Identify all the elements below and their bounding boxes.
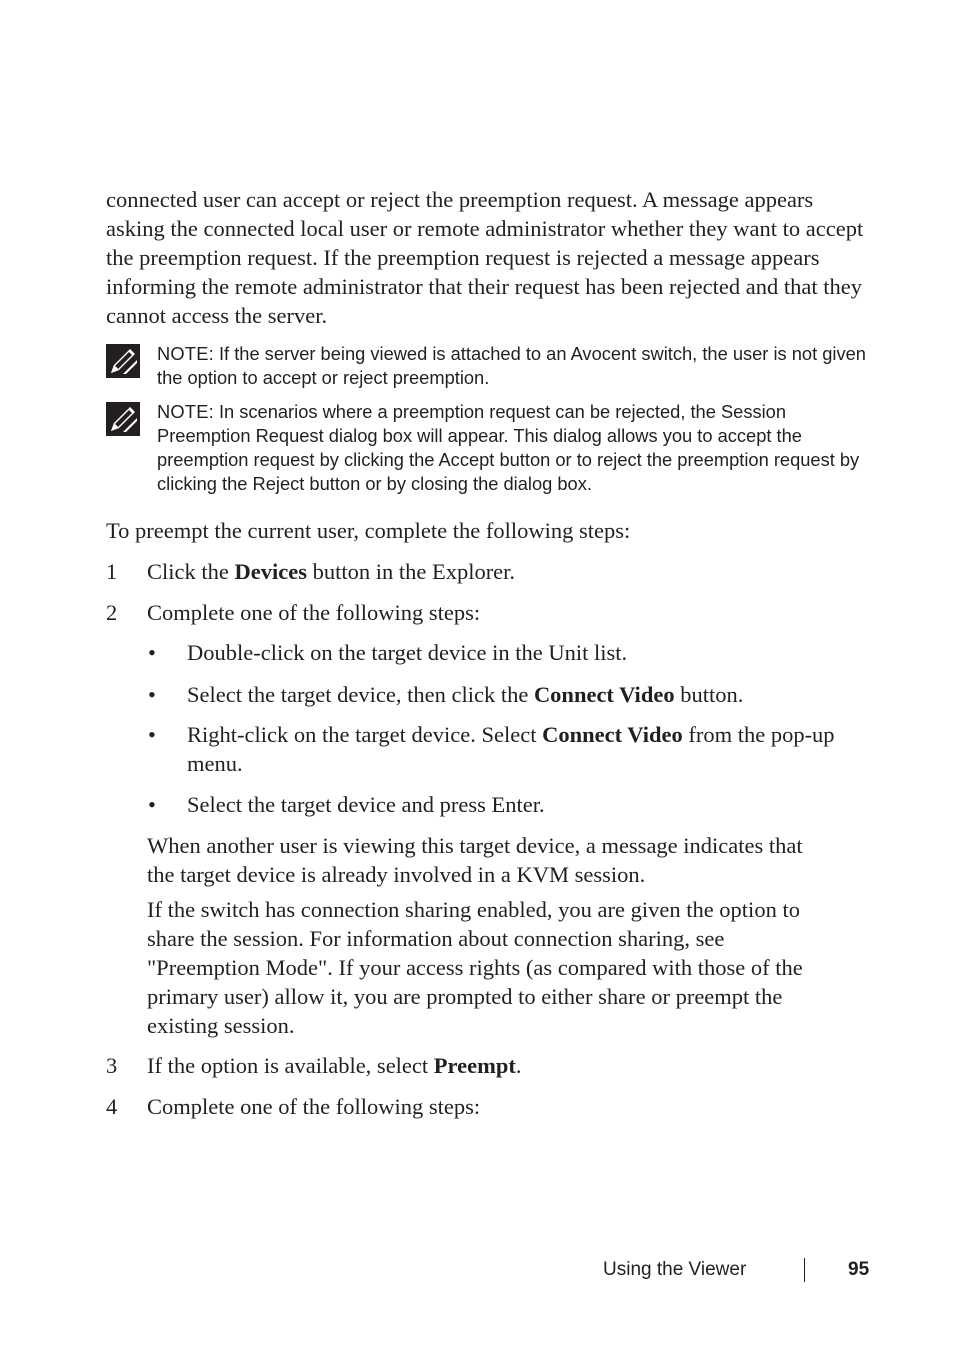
footer-section-title: Using the Viewer bbox=[603, 1259, 747, 1280]
step-number: 4 bbox=[106, 1094, 118, 1119]
bullet-text-part: Select the target device, then click the bbox=[187, 682, 534, 707]
intro-paragraph: connected user can accept or reject the preemption request. A message appears asking the connected local user or remote administrator whether they want to accept the preemption request. If the preemption request is rejected a message appears informing the remote administrator that their request has been rejected and that they cannot access the server. bbox=[106, 187, 864, 328]
note-label: NOTE: bbox=[157, 343, 214, 364]
note-body: In scenarios where a preemption request can be rejected, the Session Preemption Request dialog box will appear. This dialog allows you to accept the preemption request by clicking the Accept button or to reject the preemption request by clicking the Reject button or by closing the dialog box. bbox=[157, 401, 860, 494]
step-text-part: button in the Explorer. bbox=[306, 559, 516, 584]
step-text-bold: Preempt bbox=[433, 1053, 516, 1078]
step-text-part: If the option is available, select bbox=[147, 1053, 434, 1078]
step-text-part: . bbox=[515, 1053, 522, 1078]
bullet-text bbox=[187, 680, 877, 709]
step-number: 1 bbox=[106, 559, 118, 584]
bullet-symbol: • bbox=[148, 682, 156, 707]
note-pencil-icon bbox=[106, 402, 140, 436]
note-1 bbox=[106, 342, 876, 390]
step-number: 2 bbox=[106, 600, 118, 625]
step-text bbox=[147, 557, 515, 586]
steps-intro: To preempt the current user, complete the following steps: bbox=[106, 518, 631, 543]
footer-divider bbox=[804, 1258, 805, 1282]
bullet-text-bold: Connect Video bbox=[542, 722, 683, 747]
bullet-text-bold: Connect Video bbox=[533, 682, 675, 707]
step-text bbox=[147, 1051, 521, 1080]
page-number: 95 bbox=[848, 1259, 870, 1280]
note-text bbox=[157, 342, 876, 390]
bullet-text bbox=[187, 720, 877, 778]
bullet-text-part: Right-click on the target device. Select bbox=[187, 722, 543, 747]
step-text-bold: Devices bbox=[234, 559, 307, 584]
bullet-text bbox=[187, 790, 877, 819]
bullet-text-part: button. bbox=[674, 682, 744, 707]
bullet-symbol: • bbox=[148, 722, 156, 747]
bullet-symbol: • bbox=[148, 640, 156, 665]
step-text: Complete one of the following steps: bbox=[147, 1094, 481, 1119]
step-2-paragraph-1: When another user is viewing this target device, a message indicates that the target device is already involved in a KVM session. bbox=[147, 833, 803, 887]
note-label: NOTE: bbox=[157, 401, 214, 422]
step-text-part: Click the bbox=[147, 559, 235, 584]
note-body: If the server being viewed is attached to an Avocent switch, the user is not given the option to accept or reject preemption. bbox=[157, 343, 866, 388]
bullet-text-part: Select the target device and press Enter. bbox=[187, 792, 545, 817]
step-number: 3 bbox=[106, 1053, 118, 1078]
bullet-text-part: from the pop-up menu. bbox=[187, 722, 835, 776]
step-text: Complete one of the following steps: bbox=[147, 600, 481, 625]
bullet-text-part: Double-click on the target device in the Unit list. bbox=[187, 640, 628, 665]
note-2 bbox=[106, 400, 876, 496]
step-2-paragraph-2: If the switch has connection sharing enabled, you are given the option to share the session. For information about connection sharing, see "Preemption Mode". If your access rights (as compared with those of the primary user) allow it, you are prompted to either share or preempt the existing session. bbox=[147, 897, 803, 1038]
bullet-text bbox=[187, 638, 877, 667]
note-pencil-icon bbox=[106, 344, 140, 378]
bullet-symbol: • bbox=[148, 792, 156, 817]
note-text bbox=[157, 400, 876, 496]
